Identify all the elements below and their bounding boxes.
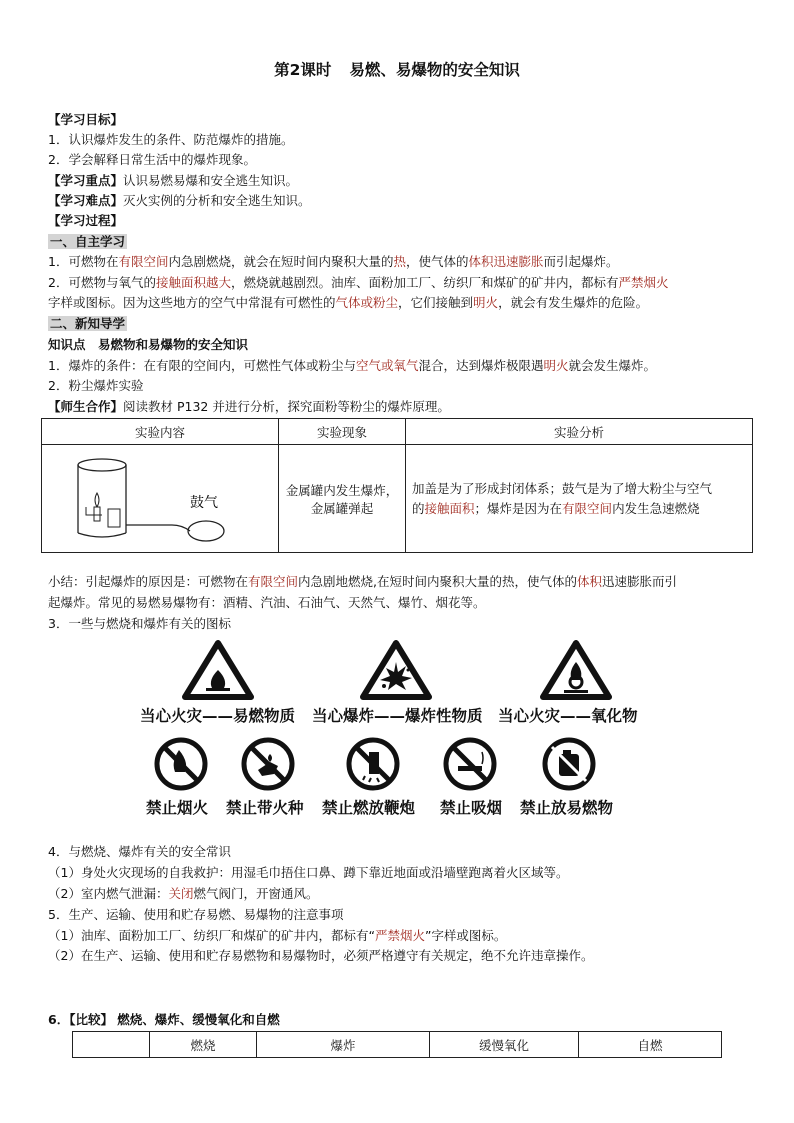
summary-line2: 起爆炸。常见的易燃易爆物有：酒精、汽油、石油气、天然气、爆竹、烟花等。 [48, 595, 486, 610]
section1-line1: 1．可燃物在有限空间内急剧燃烧，就会在短时间内聚积大量的热，使气体的体积迅速膨胀而引起爆炸。 [48, 254, 619, 269]
objectives-heading: 【学习目标】 [48, 112, 124, 127]
prohibition-signs-row [0, 736, 794, 792]
exp-header-analysis: 实验分析 [406, 419, 753, 445]
exp-header-content: 实验内容 [42, 419, 279, 445]
prohibition-caption-fire-source: 禁止带火种 [226, 799, 304, 817]
exp-apparatus-cell [42, 445, 279, 553]
prohibition-caption-flammables: 禁止放易燃物 [520, 799, 614, 817]
lesson-number: 第2课时 [274, 61, 332, 79]
oxidizer-warning-icon [540, 640, 612, 700]
exp-analysis-cell: 加盖是为了形成封闭体系；鼓气是为了增大粉尘与空气 的接触面积；爆炸是因为在有限空间内发生急速燃烧 [406, 445, 753, 553]
page-title [0, 58, 794, 80]
knowledge-point: 知识点 易燃物和易爆物的安全知识 [48, 337, 249, 352]
safety-item2: （2）室内燃气泄漏：关闭燃气阀门，开窗通风。 [48, 886, 319, 901]
precautions-heading: 5．生产、运输、使用和贮存易燃、易爆物的注意事项 [48, 907, 344, 922]
warning-signs-row [0, 640, 794, 700]
section1-line3: 字样或图标。因为这些地方的空气中常混有可燃性的气体或粉尘，它们接触到明火，就会有发生爆炸的危险。 [48, 295, 649, 310]
objective-1: 1．认识爆炸发生的条件、防范爆炸的措施。 [48, 132, 294, 147]
safety-item1: （1）身处火灾现场的自我救护：用湿毛巾捂住口鼻、蹲下靠近地面或沿墙壁跑离着火区域等。 [48, 865, 569, 880]
compare-header-slow-oxidation: 缓慢氧化 [430, 1032, 579, 1058]
no-fire-source-icon [240, 736, 296, 792]
process-heading: 【学习过程】 [48, 213, 124, 228]
section2-heading: 二、新知导学 [50, 316, 126, 331]
flammable-warning-icon [182, 640, 254, 700]
no-smoking-icon [442, 736, 498, 792]
dust-explosion-apparatus [42, 445, 278, 549]
compare-header-spontaneous: 自燃 [579, 1032, 722, 1058]
precautions-item1: （1）油库、面粉加工厂、纺织厂和煤矿的矿井内，都标有“严禁烟火”字样或图标。 [48, 928, 507, 943]
coop-line: 【师生合作】阅读教材 P132 并进行分析，探究面粉等粉尘的爆炸原理。 [48, 399, 450, 414]
no-open-flame-icon [153, 736, 209, 792]
warning-caption-flammable: 当心火灾——易燃物质 [140, 707, 296, 725]
section2-line1: 1．爆炸的条件：在有限的空间内，可燃性气体或粉尘与空气或氧气混合，达到爆炸极限遇明火就会发生爆炸。 [48, 358, 657, 373]
compare-header-combustion: 燃烧 [150, 1032, 257, 1058]
compare-header-explosion: 爆炸 [257, 1032, 430, 1058]
exp-header-phenomenon: 实验现象 [279, 419, 406, 445]
summary-line1: 小结：引起爆炸的原因是：可燃物在有限空间内急剧地燃烧,在短时间内聚积大量的热，使气体的体积迅速膨胀而引 [48, 574, 678, 589]
warning-caption-explosive: 当心爆炸——爆炸性物质 [312, 707, 483, 725]
difficulty: 【学习难点】灭火实例的分析和安全逃生知识。 [48, 193, 311, 208]
objective-2: 2．学会解释日常生活中的爆炸现象。 [48, 152, 256, 167]
icons-heading: 3．一些与燃烧和爆炸有关的图标 [48, 616, 231, 631]
prohibition-caption-smoking: 禁止吸烟 [440, 799, 503, 817]
key-point: 【学习重点】认识易燃易爆和安全逃生知识。 [48, 173, 299, 188]
compare-heading: 6．【比较】 燃烧、爆炸、缓慢氧化和自燃 [48, 1012, 280, 1027]
precautions-item2: （2）在生产、运输、使用和贮存易燃物和易爆物时，必须严格遵守有关规定，绝不允许违章操作。 [48, 948, 594, 963]
compare-header-blank [73, 1032, 150, 1058]
section1-heading: 一、自主学习 [50, 234, 126, 249]
warning-caption-oxidizer: 当心火灾——氧化物 [498, 707, 638, 725]
experiment-table [41, 418, 753, 553]
comparison-table [72, 1031, 722, 1058]
safety-heading: 4．与燃烧、爆炸有关的安全常识 [48, 844, 231, 859]
section1-line2: 2．可燃物与氧气的接触面积越大，燃烧就越剧烈。油库、面粉加工厂、纺织厂和煤矿的矿井内，都标有严禁烟火 [48, 275, 669, 290]
explosive-warning-icon [360, 640, 432, 700]
bellows-label: 鼓气 [190, 495, 218, 511]
prohibition-caption-firecrackers: 禁止燃放鞭炮 [322, 799, 416, 817]
exp-phenomenon-cell: 金属罐内发生爆炸， 金属罐弹起 [279, 445, 406, 553]
prohibition-caption-flame: 禁止烟火 [146, 799, 209, 817]
no-flammables-icon [541, 736, 597, 792]
lesson-topic: 易燃、易爆物的安全知识 [349, 61, 520, 79]
section2-line2: 2．粉尘爆炸实验 [48, 378, 144, 393]
no-firecrackers-icon [345, 736, 401, 792]
